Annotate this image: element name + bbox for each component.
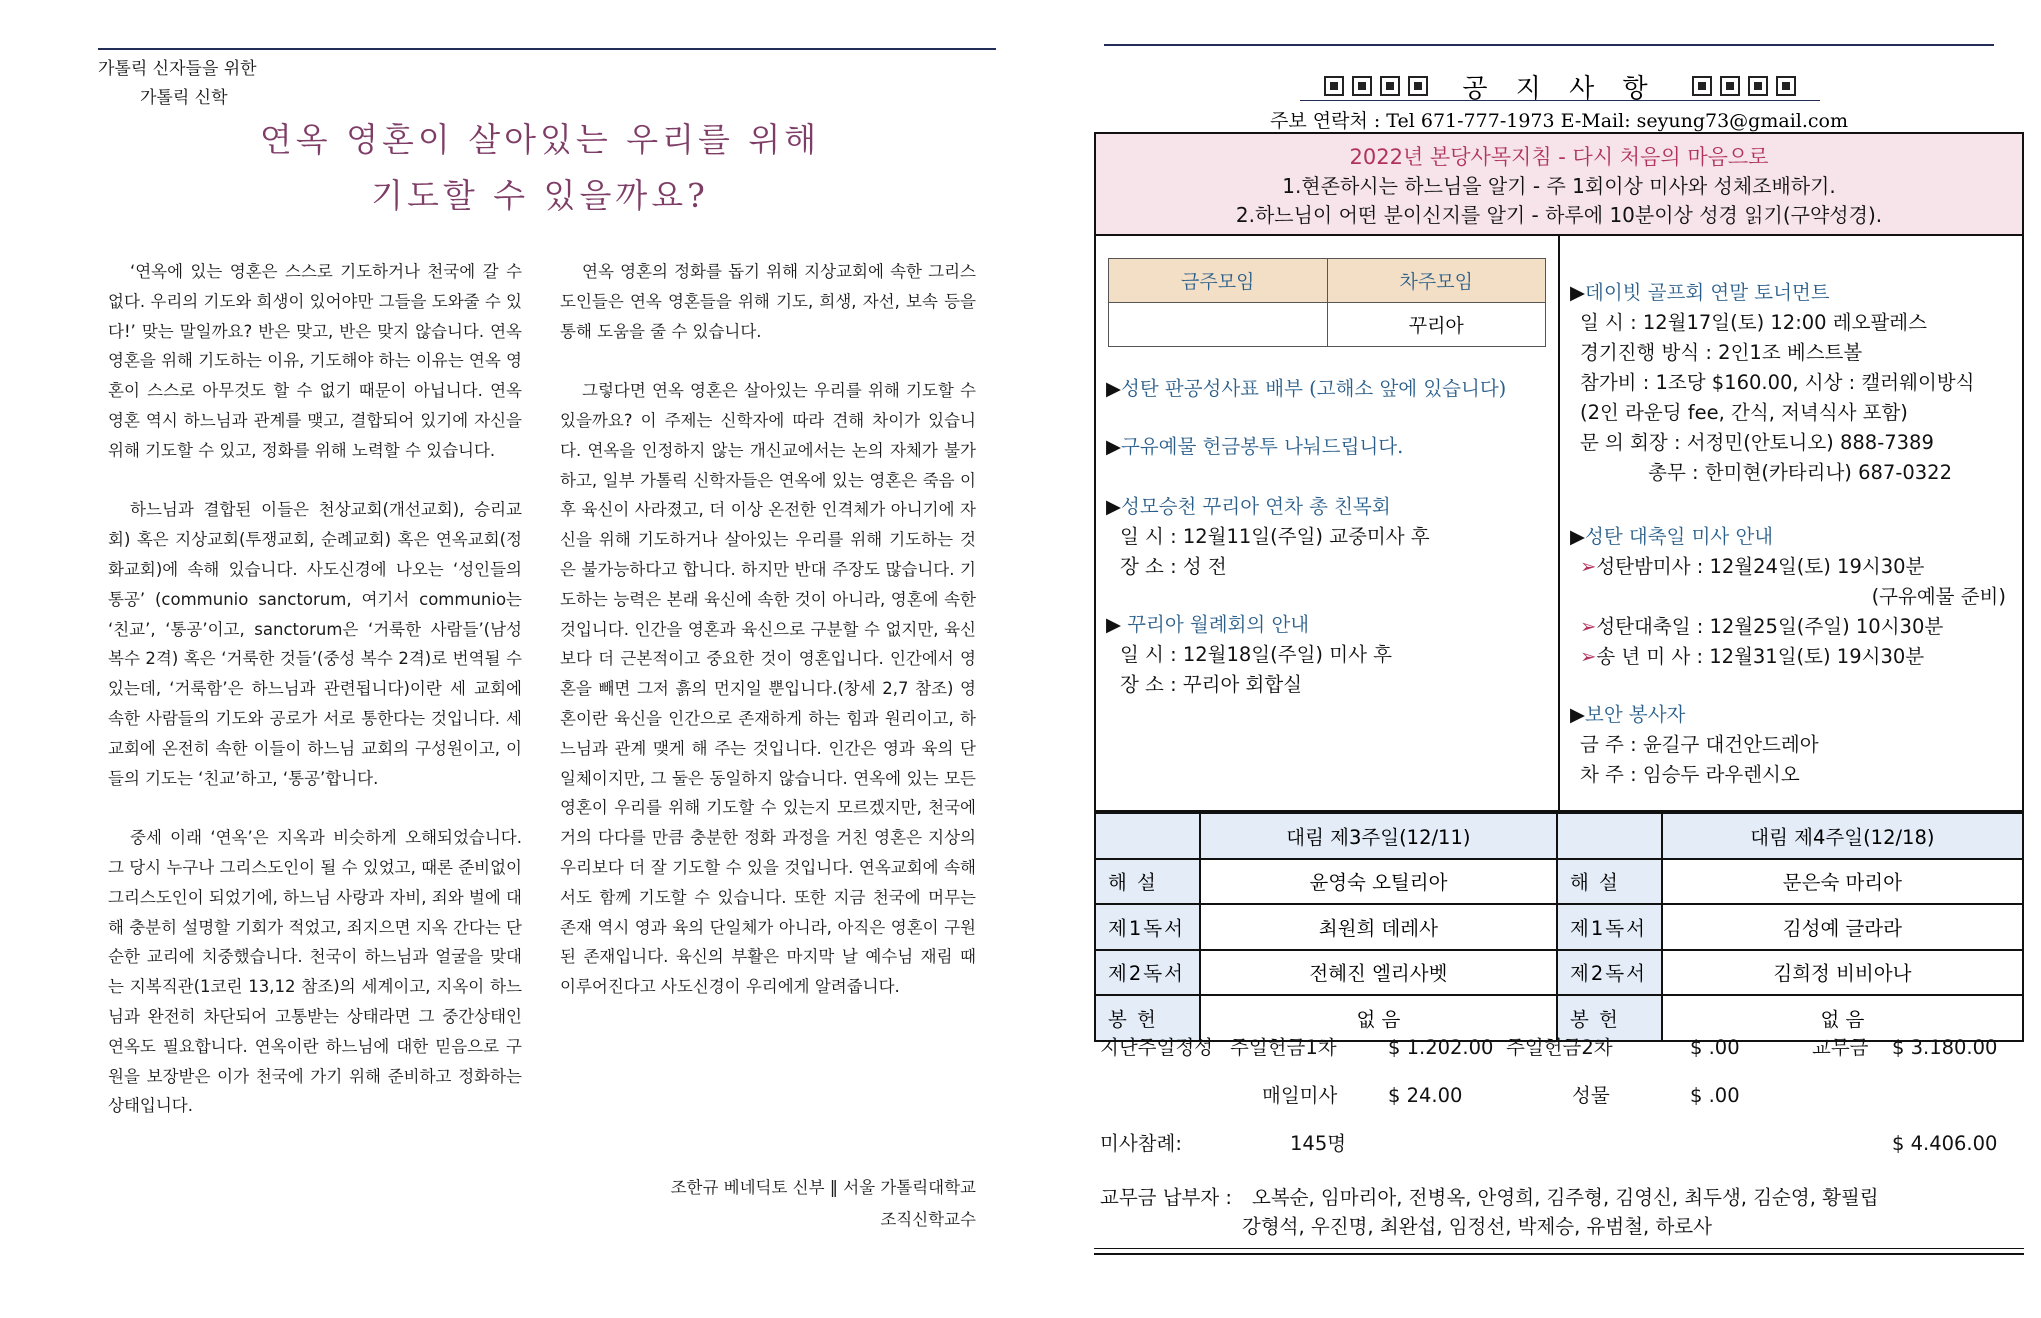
meeting-table bbox=[1108, 258, 1546, 347]
roster-name: 김희정 비비아나 bbox=[1662, 950, 2023, 996]
sunday-collection-1-label: 주일헌금1차 bbox=[1230, 1036, 1337, 1059]
notice-line: 송 년 미 사 : 12월31일(토) 19시30분 bbox=[1596, 645, 1925, 668]
roster-name: 최원희 데레사 bbox=[1200, 904, 1557, 950]
notice-underline bbox=[1300, 100, 1820, 101]
sunday-collection-1: $ 1.202.00 bbox=[1388, 1036, 1494, 1059]
notice-line: 일 시 : 12월11일(주일) 교중미사 후 bbox=[1120, 525, 1430, 548]
article-paragraph: 하느님과 결합된 이들은 천상교회(개선교회), 승리교회) 혹은 지상교회(투쟁교회, 순례교회) 혹은 연옥교회(정화교회)에 속해 있습니다. 사도신경에 나오는 ‘성인들의 통공’ (communio sanctorum, 여기서 communio는 ‘친교’, ‘통공’이고, sanctorum은 ‘거룩한 사람들’(남성 복수 2격) 혹은 ‘거룩한 것들’(중성 복수 2격)로 번역될 수 있는데, ‘거룩함’은 하느님과 관련됩니다)이란 세 교회에 속한 사람들의 기도와 공로가 서로 통한다는 것입니다. 세 교회에 온전히 속한 이들이 하느님 교회의 구성원이고, 이들의 기도는 ‘친교’하고, ‘통공’합니다. bbox=[108, 500, 522, 788]
bottom-rule bbox=[1094, 1253, 2024, 1255]
attendance-count: 145명 bbox=[1290, 1132, 1347, 1155]
left-top-rule bbox=[98, 48, 996, 50]
goods-label: 성물 bbox=[1572, 1084, 1610, 1107]
next-week-meeting-header: 차주모임 bbox=[1327, 259, 1546, 303]
roster-name: 없 음 bbox=[1662, 995, 2023, 1041]
roster-role: 제1독서 bbox=[1095, 904, 1200, 950]
notice-heading: 성탄 판공성사표 배부 (고해소 앞에 있습니다) bbox=[1121, 377, 1507, 400]
roster-role: 제1독서 bbox=[1557, 904, 1662, 950]
article-paragraph: 그렇다면 연옥 영혼은 살아있는 우리를 위해 기도할 수 있을까요? 이 주제는 신학자에 따라 견해 차이가 있습니다. 연옥을 인정하지 않는 개신교에서는 논의 자체가 불가하고, 일부 가톨릭 신학자들은 연옥에 있는 영혼은 죽음 이후 육신이 사라졌고, 더 이상 온전한 인격체가 아니기에 자신을 위해 기도하거나 살아있는 우리를 위해 기도하는 것은 불가능하다고 합니다. 하지만 반대 주장도 많습니다. 기도하는 능력은 본래 육신에 속한 것이 아니라, 영혼에 속한 것입니다. 인간을 영혼과 육신으로 구분할 수 없지만, 육신보다 더 근본적이고 중요한 것이 영혼입니다. 인간에서 영혼을 빼면 그저 흙의 먼지일 뿐입니다.(창세 2,7 참조) 영혼이란 육신을 인간으로 존재하게 하는 힘과 원리이고, 하느님과 관계 맺게 해 주는 것입니다. 인간은 영과 육의 단일체이지만, 그 둘은 동일하지 않습니다. 연옥에 있는 모든 영혼이 우리를 위해 기도할 수 있는지 모르겠지만, 천국에 거의 다다를 만큼 충분한 정화 과정을 거친 영혼은 지상의 우리보다 더 잘 기도할 수 있을 것입니다. 연옥교회에 속해서도 함께 기도할 수 있습니다. 또한 지금 천국에 머무는 존재 역시 영과 육의 단일체가 아니라, 아직은 영혼이 구원된 존재입니다. 육신의 부활은 마지막 날 예수님 재림 때 이루어진다고 사도신경이 우리에게 알려줍니다. bbox=[560, 381, 976, 997]
triangle-bullet-icon: ▶ bbox=[1570, 281, 1585, 304]
notice-line: 성탄대축일 : 12월25일(주일) 10시30분 bbox=[1596, 615, 1944, 638]
notice-line: 차 주 : 임승두 라우렌시오 bbox=[1580, 763, 1800, 786]
article-title-line2: 기도할 수 있을까요? bbox=[371, 176, 709, 215]
this-week-meeting bbox=[1109, 303, 1328, 347]
article-column-2 bbox=[560, 257, 976, 1032]
author-title: 조직신학교수 bbox=[880, 1210, 976, 1229]
notice-curia-party bbox=[1106, 492, 1552, 582]
article-paragraph: 연옥 영혼의 정화를 돕기 위해 지상교회에 속한 그리스도인들은 연옥 영혼들을 위해 기도, 희생, 자선, 보속 등을 통해 도움을 줄 수 있습니다. bbox=[560, 262, 976, 341]
daily-mass-amount: $ 24.00 bbox=[1388, 1084, 1463, 1107]
bottom-rule bbox=[1094, 1248, 2024, 1249]
pastoral-guidelines bbox=[1096, 134, 2022, 236]
notice-line: 장 소 : 성 전 bbox=[1120, 555, 1227, 578]
square-ornament-icon bbox=[1380, 76, 1400, 96]
notice-line: 경기진행 방식 : 2인1조 베스트볼 bbox=[1580, 341, 1863, 364]
dues-label: 교무금 bbox=[1812, 1036, 1869, 1059]
triangle-bullet-icon: ▶ bbox=[1106, 377, 1121, 400]
payers-line: 오복순, 임마리아, 전병옥, 안영희, 김주형, 김영신, 최두생, 김순영, 황필립 bbox=[1252, 1186, 1879, 1209]
article-paragraph: ‘연옥에 있는 영혼은 스스로 기도하거나 천국에 갈 수 없다. 우리의 기도와 희생이 있어야만 그들을 도와줄 수 있다!’ 맞는 말일까요? 반은 맞고, 반은 맞지 않습니다. 연옥 영혼을 위해 기도하는 이유, 기도해야 하는 이유는 연옥 영혼이 스스로 아무것도 할 수 없기 때문이 아닙니다. 연옥 영혼 역시 하느님과 관계를 맺고, 결합되어 있기에 자신을 위해 기도할 수 있고, 정화를 위해 노력할 수 있습니다. bbox=[108, 262, 522, 460]
roster-role: 봉 헌 bbox=[1557, 995, 1662, 1041]
triangle-bullet-icon: ▶ bbox=[1106, 495, 1121, 518]
triangle-bullet-icon: ▶ bbox=[1570, 703, 1585, 726]
goods-amount: $ .00 bbox=[1690, 1084, 1740, 1107]
roster-header-blank bbox=[1557, 813, 1662, 859]
notice-security bbox=[1570, 700, 2016, 790]
notice-line: 일 시 : 12월17일(토) 12:00 레오팔레스 bbox=[1580, 311, 1927, 334]
triangle-bullet-icon: ▶ bbox=[1106, 613, 1121, 636]
author-name: 조한규 베네딕토 신부 ‖ 서울 가톨릭대학교 bbox=[670, 1178, 976, 1197]
payers-label: 교무금 납부자 : bbox=[1100, 1186, 1232, 1209]
square-ornament-icon bbox=[1352, 76, 1372, 96]
notice-line: (구유예물 준비) bbox=[1871, 585, 2006, 608]
notice-title: 공 지 사 항 bbox=[1462, 73, 1658, 104]
right-top-rule bbox=[1104, 44, 1994, 46]
square-ornament-icon bbox=[1720, 76, 1740, 96]
roster-name: 김성예 글라라 bbox=[1662, 904, 2023, 950]
pastoral-item: 2.하느님이 어떤 분이신지를 알기 - 하루에 10분이상 성경 읽기(구약성경). bbox=[1235, 203, 1883, 227]
notice-line: 성탄밤미사 : 12월24일(토) 19시30분 bbox=[1596, 555, 1925, 578]
roster-header-week3: 대림 제3주일(12/11) bbox=[1200, 813, 1557, 859]
roster-role: 제2독서 bbox=[1557, 950, 1662, 996]
notice-line: (2인 라운딩 fee, 간식, 저녁식사 포함) bbox=[1580, 401, 1908, 424]
notice-line: 문 의 회장 : 서정민(안토니오) 888-7389 bbox=[1580, 431, 1934, 454]
notice-heading: 성탄 대축일 미사 안내 bbox=[1585, 525, 1774, 548]
kicker-line2: 가톨릭 신학 bbox=[140, 88, 228, 108]
payers-line: 강형석, 우진명, 최완섭, 임정선, 박제승, 유범철, 하로사 bbox=[1242, 1215, 1712, 1238]
sunday-collection-2: $ .00 bbox=[1690, 1036, 1740, 1059]
square-ornament-icon bbox=[1748, 76, 1768, 96]
article-column-1 bbox=[108, 257, 522, 1151]
square-ornament-icon bbox=[1408, 76, 1428, 96]
notice-heading: 데이빗 골프회 연말 토너먼트 bbox=[1585, 281, 1830, 304]
roster-role: 해 설 bbox=[1557, 859, 1662, 905]
chevron-bullet-icon: ➢ bbox=[1580, 615, 1597, 638]
daily-mass-label: 매일미사 bbox=[1262, 1084, 1338, 1107]
total-amount: $ 4.406.00 bbox=[1892, 1132, 1998, 1155]
notice-line: 금 주 : 윤길구 대건안드레아 bbox=[1580, 733, 1819, 756]
notice-heading: 꾸리아 월례회의 안내 bbox=[1121, 613, 1310, 636]
finance-label: 지난주일정성 bbox=[1100, 1036, 1214, 1059]
pastoral-item: 1.현존하시는 하느님을 알기 - 주 1회이상 미사와 성체조배하기. bbox=[1282, 174, 1836, 198]
square-ornament-icon bbox=[1692, 76, 1712, 96]
roster-role: 해 설 bbox=[1095, 859, 1200, 905]
notice-line: 장 소 : 꾸리아 회합실 bbox=[1120, 673, 1303, 696]
notice-heading: 성모승천 꾸리아 연차 총 친목회 bbox=[1121, 495, 1391, 518]
notice-line: 참가비 : 1조당 $160.00, 시상 : 캘러웨이방식 bbox=[1580, 371, 1975, 394]
sunday-collection-2-label: 주일헌금2차 bbox=[1506, 1036, 1613, 1059]
roster-name: 없 음 bbox=[1200, 995, 1557, 1041]
liturgy-roster-table bbox=[1094, 812, 2024, 1042]
roster-role: 제2독서 bbox=[1095, 950, 1200, 996]
pastoral-title: 2022년 본당사목지침 - 다시 처음의 마음으로 bbox=[1349, 145, 1769, 169]
roster-name: 전혜진 엘리사벳 bbox=[1200, 950, 1557, 996]
notice-box bbox=[1094, 132, 2024, 812]
notice-confession bbox=[1106, 374, 1552, 404]
notice-curia-meeting bbox=[1106, 610, 1552, 700]
roster-header-blank bbox=[1095, 813, 1200, 859]
notice-christmas-mass bbox=[1570, 522, 2016, 672]
square-ornament-icon bbox=[1324, 76, 1344, 96]
triangle-bullet-icon: ▶ bbox=[1570, 525, 1585, 548]
article-paragraph: 중세 이래 ‘연옥’은 지옥과 비슷하게 오해되었습니다. 그 당시 누구나 그리스도인이 될 수 있었고, 때론 준비없이 그리스도인이 되었기에, 하느님 사랑과 자비, 죄와 벌에 대해 충분히 설명할 기회가 적었고, 죄지으면 지옥 간다는 단순한 교리에 치중했습니다. 천국이 하느님과 얼굴을 맞대는 지복직관(1코린 13,12 참조)의 세계이고, 지옥이 하느님과 완전히 차단되어 고통받는 상태라면 그 중간상태인 연옥도 필요합니다. 연옥이란 하느님에 대한 믿음으로 구원을 보장받은 이가 천국에 가기 위해 준비하고 정화하는 상태입니다. bbox=[108, 828, 522, 1116]
roster-header-week4: 대림 제4주일(12/18) bbox=[1662, 813, 2023, 859]
chevron-bullet-icon: ➢ bbox=[1580, 555, 1597, 578]
notice-heading: 구유예물 헌금봉투 나눠드립니다. bbox=[1121, 435, 1404, 458]
notice-offering-envelope bbox=[1106, 432, 1552, 462]
article-title-line1: 연옥 영혼이 살아있는 우리를 위해 bbox=[259, 120, 821, 159]
notice-golf bbox=[1570, 278, 2016, 488]
next-week-meeting: 꾸리아 bbox=[1327, 303, 1546, 347]
roster-name: 윤영숙 오틸리아 bbox=[1200, 859, 1557, 905]
notice-line: 총무 : 한미현(카타리나) 687-0322 bbox=[1580, 461, 1952, 484]
triangle-bullet-icon: ▶ bbox=[1106, 435, 1121, 458]
notice-line: 일 시 : 12월18일(주일) 미사 후 bbox=[1120, 643, 1392, 666]
this-week-meeting-header: 금주모임 bbox=[1109, 259, 1328, 303]
roster-name: 문은숙 마리아 bbox=[1662, 859, 2023, 905]
column-divider bbox=[1558, 236, 1560, 814]
contact-info: 주보 연락처 : Tel 671-777-1973 E-Mail: seyung73@gmail.com bbox=[1270, 110, 1848, 132]
square-ornament-icon bbox=[1776, 76, 1796, 96]
article-author bbox=[560, 1172, 976, 1236]
kicker-line1: 가톨릭 신자들을 위한 bbox=[98, 59, 257, 79]
dues-amount: $ 3.180.00 bbox=[1892, 1036, 1998, 1059]
chevron-bullet-icon: ➢ bbox=[1580, 645, 1597, 668]
roster-role: 봉 헌 bbox=[1095, 995, 1200, 1041]
attendance-label: 미사참례: bbox=[1100, 1132, 1182, 1155]
notice-heading: 보안 봉사자 bbox=[1585, 703, 1686, 726]
